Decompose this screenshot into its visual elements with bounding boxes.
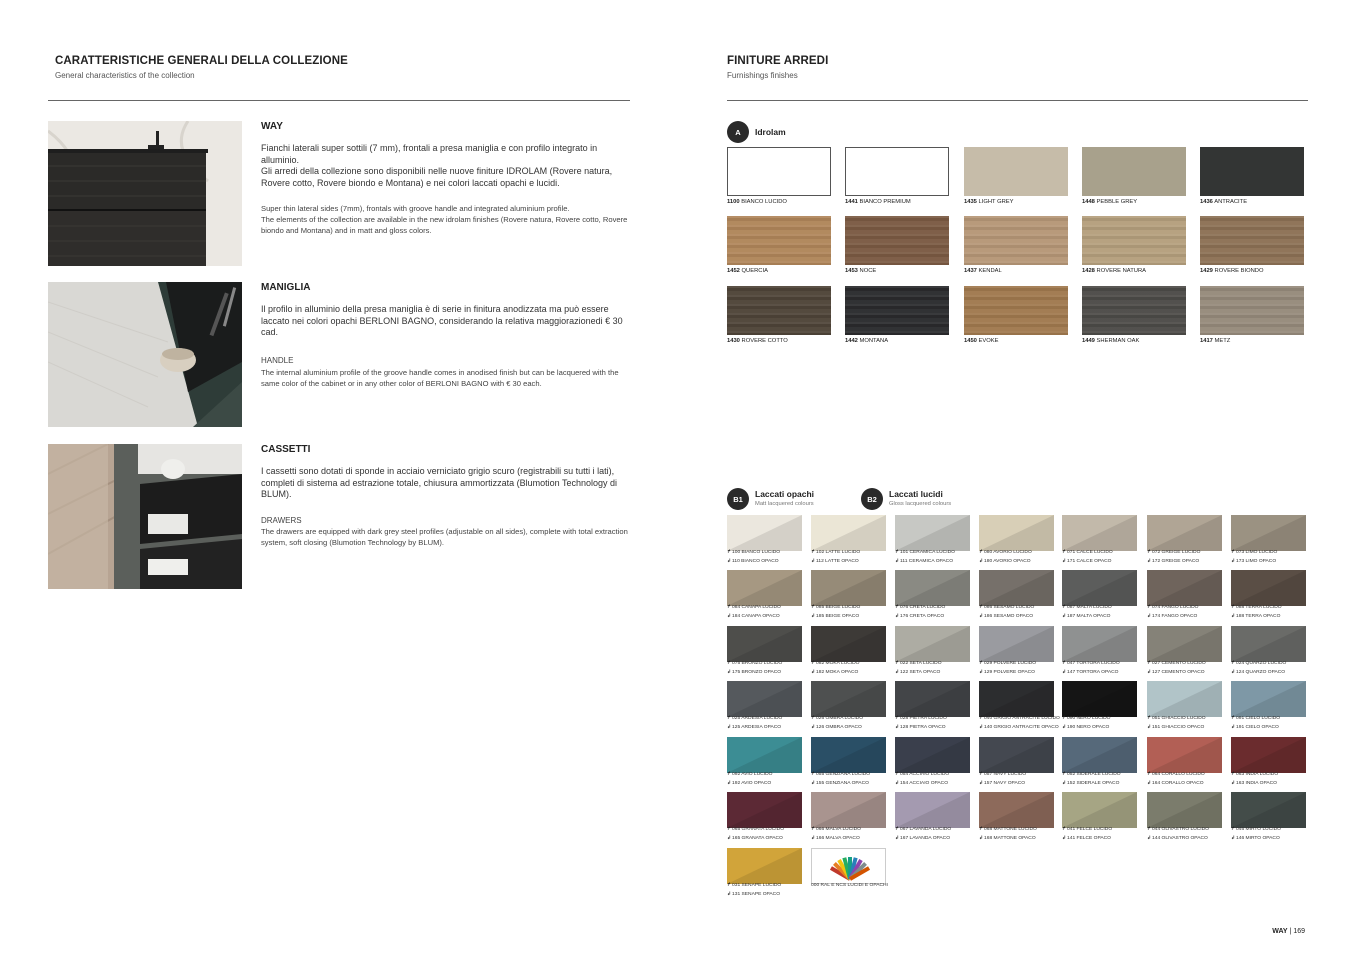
matt-icon: ↲ (727, 835, 732, 841)
matt-icon: ↲ (1062, 558, 1067, 564)
lacquer-swatch (727, 848, 802, 884)
matt-icon: ↲ (895, 669, 900, 675)
idrolam-swatch-label: 1100 BIANCO LUCIDO (727, 199, 787, 205)
lacquer-swatch-label: ↱022 SETA LUCIDO ↲122 SETA OPACO (895, 660, 942, 677)
idrolam-swatch-label: 1430 ROVERE COTTO (727, 338, 788, 344)
gloss-icon: ↱ (811, 716, 816, 721)
lacquer-swatch (895, 626, 970, 662)
idrolam-swatch (845, 286, 949, 335)
idrolam-swatch (1200, 286, 1304, 335)
lacquer-swatch (895, 737, 970, 773)
lacquer-swatch-label: ↱087 MALTA LUCIDO ↲187 MALTA OPACO (1062, 604, 1112, 621)
feature-text-en-way: Super thin lateral sides (7mm), frontals with groove handle and integrated aluminium profile. The elements of the collection are available in the new idrolam finishes (Rovere natura, Rovere cotto, Rovere biondo and Montana) and in matt and gloss colors. (261, 204, 628, 235)
feature-text-it-cassetti: I cassetti sono dotati di sponde in acciaio verniciato grigio scuro (registrabili su tutti i lati), completi di sistema ad estrazione totale, chiusura ammortizzata (Blumotion Technology di BLUM). (261, 466, 618, 500)
idrolam-swatch (1200, 216, 1304, 265)
lacquer-swatch-label: ↱025 ARDESIA LUCIDO ↲125 ARDESIA OPACO (727, 715, 782, 732)
gloss-icon: ↱ (1062, 605, 1067, 610)
matt-icon: ↲ (1231, 613, 1236, 619)
lacquer-swatch (1062, 570, 1137, 606)
lacquer-swatch-label: ↱046 MIRTO LUCIDO ↲146 MIRTO OPACO (1231, 826, 1281, 843)
matt-icon: ↲ (727, 613, 732, 619)
lacquer-swatch (811, 792, 886, 828)
matt-icon: ↲ (1062, 835, 1067, 841)
matt-icon: ↲ (1147, 780, 1152, 786)
laccati-lucidi-sublabel: Gloss lacquered colours (889, 501, 952, 507)
matt-icon: ↲ (727, 558, 732, 564)
right-page-subtitle: Furnishings finishes (727, 71, 798, 80)
idrolam-swatch-label: 1450 EVOKE (964, 338, 999, 344)
lacquer-swatch-label: ↱063 INDIA LUCIDO ↲163 INDIA OPACO (1231, 771, 1278, 788)
lacquer-swatch-label: ↱055 GENZIANA LUCIDO ↲155 GENZIANA OPACO (811, 771, 870, 788)
lacquer-swatch (727, 737, 802, 773)
lacquer-swatch-label: ↱068 MATTONE LUCIDO ↲168 MATTONE OPACO (979, 826, 1037, 843)
lacquer-swatch (895, 515, 970, 551)
lacquer-swatch-label: ↱092 AVIO LUCIDO ↲192 AVIO OPACO (727, 771, 772, 788)
gloss-icon: ↱ (979, 605, 984, 610)
lacquer-swatch (1231, 570, 1306, 606)
matt-icon: ↲ (727, 891, 732, 897)
gloss-icon: ↱ (811, 605, 816, 610)
idrolam-swatch-label: 1437 KENDAL (964, 268, 1002, 274)
page-footer (1272, 928, 1305, 935)
gloss-icon: ↱ (1231, 716, 1236, 721)
lacquer-swatch (727, 626, 802, 662)
matt-icon: ↲ (727, 724, 732, 730)
lacquer-swatch (811, 737, 886, 773)
lacquer-swatch (727, 570, 802, 606)
gloss-icon: ↱ (727, 661, 732, 666)
gloss-icon: ↱ (1231, 605, 1236, 610)
laccati-lucidi-label: Laccati lucidi (889, 489, 943, 499)
cassetti-drawer-photo (48, 444, 242, 589)
lacquer-swatch (895, 792, 970, 828)
gloss-icon: ↱ (727, 772, 732, 777)
lacquer-swatch-label: ↱044 OLIVASTRO LUCIDO ↲144 OLIVASTRO OPACO (1147, 826, 1209, 843)
lacquer-swatch (1062, 792, 1137, 828)
matt-icon: ↲ (727, 780, 732, 786)
matt-icon: ↲ (811, 780, 816, 786)
gloss-icon: ↱ (979, 716, 984, 721)
idrolam-swatch-label: 1448 PEBBLE GREY (1082, 199, 1138, 205)
feature-title-way: WAY (261, 121, 283, 132)
footer-page-number: 169 (1293, 928, 1305, 935)
lacquer-swatch-label: ↱080 AVORIO LUCIDO ↲180 AVORIO OPACO (979, 549, 1032, 566)
matt-icon: ↲ (979, 724, 984, 730)
lacquer-swatch-label: ↱041 FELCE LUCIDO ↲141 FELCE OPACO (1062, 826, 1112, 843)
lacquer-swatch (979, 681, 1054, 717)
gloss-icon: ↱ (1062, 827, 1067, 832)
gloss-icon: ↱ (1062, 661, 1067, 666)
lacquer-swatch-label: ↱065 GRANATA LUCIDO ↲165 GRANATA OPACO (727, 826, 784, 843)
lacquer-swatch (811, 570, 886, 606)
matt-icon: ↲ (895, 724, 900, 730)
gloss-icon: ↱ (811, 772, 816, 777)
lacquer-swatch (979, 626, 1054, 662)
lacquer-swatch-label: ↱075 BRONZO LUCIDO ↲175 BRONZO OPACO (727, 660, 782, 677)
gloss-icon: ↱ (811, 827, 816, 832)
lacquer-swatch (727, 515, 802, 551)
gloss-icon: ↱ (1147, 772, 1152, 777)
matt-icon: ↲ (1147, 724, 1152, 730)
lacquer-swatch-label: ↱100 BIANCO LUCIDO ↲110 BIANCO OPACO (727, 549, 780, 566)
gloss-icon: ↱ (895, 772, 900, 777)
feature-text-en-maniglia: The internal aluminium profile of the groove handle comes in anodised finish but can be lacquered with the same color of the cabinet or in any other color of BERLONI BAGNO with € 30 each. (261, 368, 619, 388)
lacquer-swatch (1062, 681, 1137, 717)
lacquer-swatch (979, 515, 1054, 551)
idrolam-badge: A (727, 121, 749, 143)
lacquer-swatch (1062, 737, 1137, 773)
gloss-icon: ↱ (727, 827, 732, 832)
lacquer-swatch-label: ↱027 CEMENTO LUCIDO ↲127 CEMENTO OPACO (1147, 660, 1206, 677)
ral-ncs-fan-swatch (811, 848, 886, 884)
lacquer-swatch-label: ↱088 TERRA LUCIDO ↲188 TERRA OPACO (1231, 604, 1282, 621)
gloss-icon: ↱ (979, 827, 984, 832)
gloss-icon: ↱ (1231, 772, 1236, 777)
gloss-icon: ↱ (727, 883, 732, 888)
lacquer-swatch (727, 792, 802, 828)
gloss-icon: ↱ (727, 550, 732, 555)
lacquer-swatch (979, 737, 1054, 773)
gloss-icon: ↱ (1147, 661, 1152, 666)
laccati-opachi-sublabel: Matt lacquered colours (755, 501, 814, 507)
right-divider (727, 100, 1308, 101)
lacquer-swatch-label: ↱076 CRETA LUCIDO ↲176 CRETA OPACO (895, 604, 945, 621)
feature-title-maniglia: MANIGLIA (261, 282, 311, 293)
idrolam-swatch (1082, 216, 1186, 265)
lacquer-swatch-label: ↱101 CERAMICA LUCIDO ↲111 CERAMICA OPACO (895, 549, 955, 566)
lacquer-swatch-label: ↱029 POLVERE LUCIDO ↲129 POLVERE OPACO (979, 660, 1036, 677)
lacquer-swatch-label: ↱067 LAVANDA LUCIDO ↲167 LAVANDA OPACO (895, 826, 951, 843)
idrolam-swatch (845, 216, 949, 265)
lacquer-swatch (1231, 626, 1306, 662)
lacquer-swatch (895, 681, 970, 717)
matt-icon: ↲ (1147, 669, 1152, 675)
lacquer-swatch (979, 792, 1054, 828)
gloss-icon: ↱ (895, 827, 900, 832)
lacquer-swatch-label: ↱082 MOKA LUCIDO ↲182 MOKA OPACO (811, 660, 860, 677)
feature-text-it-maniglia: Il profilo in alluminio della presa maniglia è di serie in finitura anodizzata ma può essere laccato nei colori opachi BERLONI BAGNO, considerando la relativa maggiorazionedi € 30 cad. (261, 304, 623, 338)
gloss-icon: ↱ (1062, 716, 1067, 721)
lacquer-swatch-label: ↱084 CANAPA LUCIDO ↲184 CANAPA OPACO (727, 604, 781, 621)
ral-ncs-label: 000 RAL E NCS LUCIDI E OPACHI (811, 883, 888, 888)
gloss-icon: ↱ (1231, 827, 1236, 832)
gloss-icon: ↱ (1062, 550, 1067, 555)
gloss-icon: ↱ (727, 605, 732, 610)
lacquer-swatch-label: ↱090 NERO LUCIDO ↲190 NERO OPACO (1062, 715, 1111, 732)
maniglia-handle-photo (48, 282, 242, 427)
matt-icon: ↲ (1231, 669, 1236, 675)
lacquer-swatch-label: ↱064 CORALLO LUCIDO ↲164 CORALLO OPACO (1147, 771, 1205, 788)
matt-icon: ↲ (979, 558, 984, 564)
lacquer-swatch-label: ↱086 SESAMO LUCIDO ↲186 SESAMO OPACO (979, 604, 1034, 621)
laccati-lucidi-badge: B2 (861, 488, 883, 510)
lacquer-swatch (1147, 792, 1222, 828)
lacquer-swatch (1147, 626, 1222, 662)
matt-icon: ↲ (1231, 835, 1236, 841)
lacquer-swatch-label: ↱031 SENAPE LUCIDO ↲131 SENAPE OPACO (727, 882, 781, 899)
matt-icon: ↲ (979, 669, 984, 675)
idrolam-swatch-label: 1449 SHERMAN OAK (1082, 338, 1140, 344)
matt-icon: ↲ (1062, 780, 1067, 786)
idrolam-swatch-label: 1452 QUERCIA (727, 268, 768, 274)
lacquer-swatch-label: ↱028 PIETRA LUCIDO ↲128 PIETRA OPACO (895, 715, 947, 732)
idrolam-swatch-label: 1441 BIANCO PREMIUM (845, 199, 911, 205)
footer-brand: WAY (1272, 928, 1288, 935)
gloss-icon: ↱ (979, 661, 984, 666)
lacquer-swatch (1062, 515, 1137, 551)
lacquer-swatch (1231, 515, 1306, 551)
matt-icon: ↲ (1147, 613, 1152, 619)
lacquer-swatch (811, 681, 886, 717)
matt-icon: ↲ (811, 558, 816, 564)
lacquer-swatch (1147, 681, 1222, 717)
lacquer-swatch (979, 570, 1054, 606)
lacquer-swatch-label: ↱072 GREIGE LUCIDO ↲172 GREIGE OPACO (1147, 549, 1200, 566)
matt-icon: ↲ (1231, 558, 1236, 564)
feature-title-cassetti: CASSETTI (261, 444, 311, 455)
gloss-icon: ↱ (1147, 827, 1152, 832)
idrolam-swatch (845, 147, 949, 196)
matt-icon: ↲ (1147, 835, 1152, 841)
gloss-icon: ↱ (895, 550, 900, 555)
left-page-title: CARATTERISTICHE GENERALI DELLA COLLEZIONE (55, 55, 348, 67)
idrolam-swatch-label: 1435 LIGHT GREY (964, 199, 1014, 205)
laccati-opachi-badge: B1 (727, 488, 749, 510)
matt-icon: ↲ (979, 835, 984, 841)
lacquer-swatch (1147, 737, 1222, 773)
lacquer-swatch-label: ↱052 SIDERALE LUCIDO ↲152 SIDERALE OPACO (1062, 771, 1121, 788)
matt-icon: ↲ (1062, 724, 1067, 730)
way-cabinet-photo (48, 121, 242, 266)
lacquer-swatch (811, 626, 886, 662)
lacquer-swatch (1231, 681, 1306, 717)
lacquer-swatch (727, 681, 802, 717)
feature-heading-en-maniglia: HANDLE (261, 356, 294, 365)
lacquer-swatch (811, 515, 886, 551)
idrolam-swatch (727, 286, 831, 335)
lacquer-swatch-label: ↱024 QUARZO LUCIDO ↲124 QUARZO OPACO (1231, 660, 1286, 677)
feature-text-en-cassetti: The drawers are equipped with dark grey steel profiles (adjustable on all sides), complete with total extraction system, soft closing (Blumotion Technology by BLUM). (261, 527, 628, 547)
feature-text-it-way: Fianchi laterali super sottili (7 mm), frontali a presa maniglia e con profilo integrato in alluminio. Gli arredi della collezione sono disponibili nelle nuove finiture IDROLAM (Rovere natura, Rovere cotto, Rovere biondo e Montana) e nei colori laccati opachi e lucidi. (261, 143, 613, 188)
idrolam-swatch (727, 147, 831, 196)
matt-icon: ↲ (895, 558, 900, 564)
idrolam-swatch-label: 1429 ROVERE BIONDO (1200, 268, 1264, 274)
left-page-subtitle: General characteristics of the collection (55, 71, 195, 80)
idrolam-swatch (1200, 147, 1304, 196)
gloss-icon: ↱ (895, 605, 900, 610)
idrolam-label: Idrolam (755, 127, 786, 137)
matt-icon: ↲ (811, 835, 816, 841)
idrolam-swatch (964, 286, 1068, 335)
gloss-icon: ↱ (895, 661, 900, 666)
matt-icon: ↲ (895, 613, 900, 619)
idrolam-swatch-label: 1442 MONTANA (845, 338, 889, 344)
lacquer-swatch-label: ↱040 GRIGIO ANTRACITE LUCIDO ↲140 GRIGIO ANTRACITE OPACO (979, 715, 1060, 732)
lacquer-swatch-label: ↱026 OMBRA LUCIDO ↲126 OMBRA OPACO (811, 715, 863, 732)
lacquer-swatch (895, 570, 970, 606)
matt-icon: ↲ (1062, 669, 1067, 675)
matt-icon: ↲ (811, 613, 816, 619)
gloss-icon: ↱ (1147, 716, 1152, 721)
lacquer-swatch-label: ↱091 CIELO LUCIDO ↲191 CIELO OPACO (1231, 715, 1280, 732)
left-divider (48, 100, 630, 101)
idrolam-swatch (1082, 147, 1186, 196)
gloss-icon: ↱ (1231, 550, 1236, 555)
idrolam-swatch (1082, 286, 1186, 335)
gloss-icon: ↱ (1231, 661, 1236, 666)
laccati-opachi-label: Laccati opachi (755, 489, 815, 499)
matt-icon: ↲ (1231, 780, 1236, 786)
idrolam-swatch-label: 1453 NOCE (845, 268, 877, 274)
matt-icon: ↲ (727, 669, 732, 675)
gloss-icon: ↱ (979, 772, 984, 777)
lacquer-swatch (1147, 515, 1222, 551)
matt-icon: ↲ (811, 724, 816, 730)
lacquer-swatch-label: ↱066 MALVA LUCIDO ↲166 MALVA OPACO (811, 826, 861, 843)
matt-icon: ↲ (895, 780, 900, 786)
lacquer-swatch-label: ↱047 TORTORA LUCIDO ↲147 TORTORA OPACO (1062, 660, 1120, 677)
gloss-icon: ↱ (979, 550, 984, 555)
lacquer-swatch (1147, 570, 1222, 606)
matt-icon: ↲ (895, 835, 900, 841)
gloss-icon: ↱ (811, 550, 816, 555)
matt-icon: ↲ (1231, 724, 1236, 730)
matt-icon: ↲ (1062, 613, 1067, 619)
gloss-icon: ↱ (1147, 550, 1152, 555)
matt-icon: ↲ (979, 780, 984, 786)
lacquer-swatch-label: ↱071 CALCE LUCIDO ↲171 CALCE OPACO (1062, 549, 1113, 566)
lacquer-swatch (1062, 626, 1137, 662)
gloss-icon: ↱ (1147, 605, 1152, 610)
gloss-icon: ↱ (811, 661, 816, 666)
matt-icon: ↲ (811, 669, 816, 675)
lacquer-swatch-label: ↱102 LATTE LUCIDO ↲112 LATTE OPACO (811, 549, 860, 566)
lacquer-swatch (1231, 792, 1306, 828)
idrolam-swatch (964, 216, 1068, 265)
right-page-title: FINITURE ARREDI (727, 55, 829, 67)
lacquer-swatch-label: ↱073 LIMO LUCIDO ↲173 LIMO OPACO (1231, 549, 1277, 566)
lacquer-swatch-label: ↱057 NAVY LUCIDO ↲157 NAVY OPACO (979, 771, 1026, 788)
feature-heading-en-cassetti: DRAWERS (261, 516, 302, 525)
gloss-icon: ↱ (727, 716, 732, 721)
lacquer-swatch-label: ↱085 BEIGE LUCIDO ↲185 BEIGE OPACO (811, 604, 860, 621)
gloss-icon: ↱ (1062, 772, 1067, 777)
footer-separator: | (1289, 928, 1292, 935)
matt-icon: ↲ (979, 613, 984, 619)
lacquer-swatch-label: ↱051 GHIACCIO LUCIDO ↲151 GHIACCIO OPACO (1147, 715, 1206, 732)
idrolam-swatch (964, 147, 1068, 196)
idrolam-swatch-label: 1428 ROVERE NATURA (1082, 268, 1147, 274)
gloss-icon: ↱ (895, 716, 900, 721)
matt-icon: ↲ (1147, 558, 1152, 564)
lacquer-swatch-label: ↱054 ACCIAIO LUCIDO ↲154 ACCIAIO OPACO (895, 771, 949, 788)
lacquer-swatch (1231, 737, 1306, 773)
lacquer-swatch-label: ↱074 FANGO LUCIDO ↲174 FANGO OPACO (1147, 604, 1198, 621)
idrolam-swatch-label: 1417 METZ (1200, 338, 1231, 344)
idrolam-swatch (727, 216, 831, 265)
idrolam-swatch-label: 1436 ANTRACITE (1200, 199, 1248, 205)
